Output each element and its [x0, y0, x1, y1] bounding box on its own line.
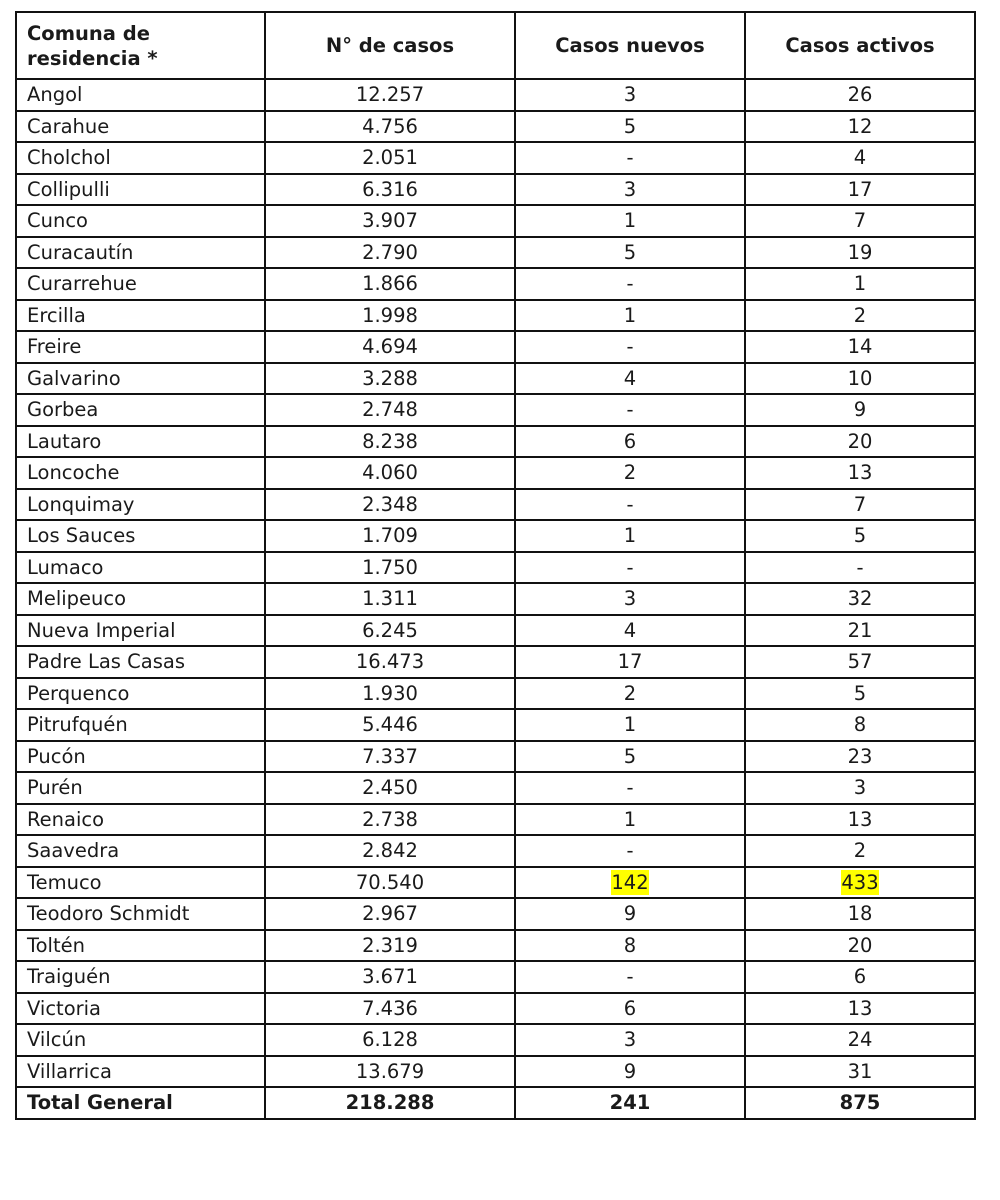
- total-nuevos: 241: [515, 1087, 745, 1119]
- cell-casos: 1.930: [265, 678, 515, 710]
- cell-activos: 4: [745, 142, 975, 174]
- table-row: [16, 583, 975, 615]
- total-label: Total General: [16, 1087, 265, 1119]
- cell-casos: 1.998: [265, 300, 515, 332]
- cell-comuna: Padre Las Casas: [16, 646, 265, 678]
- cell-nuevos: -: [515, 268, 745, 300]
- cell-casos: 2.738: [265, 804, 515, 836]
- cell-casos: 3.907: [265, 205, 515, 237]
- cell-nuevos: 4: [515, 363, 745, 395]
- cell-casos: 4.060: [265, 457, 515, 489]
- cell-casos: 1.311: [265, 583, 515, 615]
- table-header-row: [16, 12, 975, 79]
- cell-activos: 26: [745, 79, 975, 111]
- cell-activos: 5: [745, 678, 975, 710]
- cell-activos: 7: [745, 489, 975, 521]
- cell-casos: 2.790: [265, 237, 515, 269]
- table-row: [16, 174, 975, 206]
- total-activos: 875: [745, 1087, 975, 1119]
- table-row: [16, 205, 975, 237]
- cell-comuna: Carahue: [16, 111, 265, 143]
- cell-comuna: Toltén: [16, 930, 265, 962]
- cell-activos: 18: [745, 898, 975, 930]
- cell-comuna: Lautaro: [16, 426, 265, 458]
- cell-nuevos: 5: [515, 741, 745, 773]
- cell-casos: 4.756: [265, 111, 515, 143]
- table-row: [16, 363, 975, 395]
- cell-activos: 2: [745, 300, 975, 332]
- cell-casos: 3.671: [265, 961, 515, 993]
- cases-by-commune-table: [15, 11, 976, 1120]
- cell-nuevos: [515, 867, 745, 899]
- cell-activos: 31: [745, 1056, 975, 1088]
- table-row: [16, 237, 975, 269]
- table-row: [16, 678, 975, 710]
- table-row: [16, 331, 975, 363]
- cell-nuevos: -: [515, 961, 745, 993]
- cell-comuna: Curacautín: [16, 237, 265, 269]
- cell-casos: 2.842: [265, 835, 515, 867]
- cell-casos: 7.436: [265, 993, 515, 1025]
- table-row: [16, 646, 975, 678]
- total-row: [16, 1087, 975, 1119]
- cell-nuevos: 17: [515, 646, 745, 678]
- cell-comuna: Gorbea: [16, 394, 265, 426]
- header-nuevos: Casos nuevos: [515, 12, 745, 79]
- cell-activos: 2: [745, 835, 975, 867]
- table-row: [16, 552, 975, 584]
- cell-comuna: Angol: [16, 79, 265, 111]
- cell-nuevos: 3: [515, 174, 745, 206]
- header-comuna: Comuna de residencia *: [16, 12, 265, 79]
- cell-casos: 3.288: [265, 363, 515, 395]
- cell-activos: 5: [745, 520, 975, 552]
- cell-nuevos: -: [515, 772, 745, 804]
- cell-activos: 12: [745, 111, 975, 143]
- cell-nuevos: 9: [515, 898, 745, 930]
- table-row: [16, 930, 975, 962]
- cell-activos: 32: [745, 583, 975, 615]
- header-casos: N° de casos: [265, 12, 515, 79]
- cell-comuna: Los Sauces: [16, 520, 265, 552]
- cell-activos: 9: [745, 394, 975, 426]
- cell-comuna: Cholchol: [16, 142, 265, 174]
- cell-casos: 16.473: [265, 646, 515, 678]
- cell-nuevos: 1: [515, 804, 745, 836]
- cell-comuna: Loncoche: [16, 457, 265, 489]
- cell-comuna: Victoria: [16, 993, 265, 1025]
- cell-activos: 24: [745, 1024, 975, 1056]
- cell-casos: 2.748: [265, 394, 515, 426]
- cell-nuevos: -: [515, 331, 745, 363]
- cell-activos: 13: [745, 804, 975, 836]
- cell-comuna: Traiguén: [16, 961, 265, 993]
- cell-activos: -: [745, 552, 975, 584]
- cell-nuevos: 9: [515, 1056, 745, 1088]
- cell-nuevos: 5: [515, 237, 745, 269]
- cell-casos: 1.866: [265, 268, 515, 300]
- cell-nuevos: -: [515, 835, 745, 867]
- cell-activos: 19: [745, 237, 975, 269]
- cell-casos: 6.128: [265, 1024, 515, 1056]
- cell-nuevos: -: [515, 552, 745, 584]
- cell-casos: 2.450: [265, 772, 515, 804]
- table-row: [16, 111, 975, 143]
- cell-comuna: Vilcún: [16, 1024, 265, 1056]
- highlighted-value: 142: [611, 870, 649, 894]
- cases-table-container: [15, 11, 976, 1120]
- table-row: [16, 993, 975, 1025]
- table-row: [16, 709, 975, 741]
- cell-nuevos: 2: [515, 457, 745, 489]
- cell-casos: 2.051: [265, 142, 515, 174]
- cell-comuna: Pucón: [16, 741, 265, 773]
- cell-nuevos: -: [515, 142, 745, 174]
- cell-comuna: Teodoro Schmidt: [16, 898, 265, 930]
- cell-comuna: Saavedra: [16, 835, 265, 867]
- cell-nuevos: 3: [515, 79, 745, 111]
- cell-comuna: Purén: [16, 772, 265, 804]
- table-row: [16, 772, 975, 804]
- total-casos: 218.288: [265, 1087, 515, 1119]
- table-row: [16, 741, 975, 773]
- cell-activos: 13: [745, 457, 975, 489]
- cell-comuna: Lumaco: [16, 552, 265, 584]
- cell-activos: 20: [745, 930, 975, 962]
- cell-comuna: Nueva Imperial: [16, 615, 265, 647]
- cell-nuevos: 1: [515, 205, 745, 237]
- table-row: [16, 142, 975, 174]
- cell-casos: 4.694: [265, 331, 515, 363]
- cell-comuna: Lonquimay: [16, 489, 265, 521]
- header-activos: Casos activos: [745, 12, 975, 79]
- cell-activos: 1: [745, 268, 975, 300]
- cell-nuevos: -: [515, 394, 745, 426]
- table-row: [16, 1024, 975, 1056]
- cell-casos: 7.337: [265, 741, 515, 773]
- cell-comuna: Melipeuco: [16, 583, 265, 615]
- cell-casos: 5.446: [265, 709, 515, 741]
- cell-casos: 2.348: [265, 489, 515, 521]
- table-row: [16, 961, 975, 993]
- cell-comuna: Temuco: [16, 867, 265, 899]
- cell-activos: 23: [745, 741, 975, 773]
- cell-casos: 70.540: [265, 867, 515, 899]
- cell-nuevos: 1: [515, 520, 745, 552]
- cell-nuevos: 1: [515, 300, 745, 332]
- cell-comuna: Cunco: [16, 205, 265, 237]
- cell-comuna: Curarrehue: [16, 268, 265, 300]
- cell-comuna: Pitrufquén: [16, 709, 265, 741]
- cell-casos: 13.679: [265, 1056, 515, 1088]
- cell-activos: 8: [745, 709, 975, 741]
- table-row: [16, 426, 975, 458]
- table-row: [16, 268, 975, 300]
- table-row: [16, 867, 975, 899]
- cell-activos: 17: [745, 174, 975, 206]
- table-row: [16, 615, 975, 647]
- table-row: [16, 489, 975, 521]
- cell-comuna: Renaico: [16, 804, 265, 836]
- cell-activos: 21: [745, 615, 975, 647]
- cell-casos: 8.238: [265, 426, 515, 458]
- cell-nuevos: 8: [515, 930, 745, 962]
- table-row: [16, 1056, 975, 1088]
- table-row: [16, 457, 975, 489]
- cell-nuevos: -: [515, 489, 745, 521]
- cell-nuevos: 3: [515, 1024, 745, 1056]
- cell-casos: 1.709: [265, 520, 515, 552]
- cell-casos: 2.967: [265, 898, 515, 930]
- cell-activos: 3: [745, 772, 975, 804]
- table-row: [16, 394, 975, 426]
- cell-comuna: Galvarino: [16, 363, 265, 395]
- cell-comuna: Perquenco: [16, 678, 265, 710]
- cell-nuevos: 6: [515, 426, 745, 458]
- cell-activos: 57: [745, 646, 975, 678]
- cell-activos: 7: [745, 205, 975, 237]
- table-row: [16, 835, 975, 867]
- cell-nuevos: 4: [515, 615, 745, 647]
- cell-nuevos: 5: [515, 111, 745, 143]
- cell-nuevos: 1: [515, 709, 745, 741]
- cell-activos: 6: [745, 961, 975, 993]
- cell-casos: 12.257: [265, 79, 515, 111]
- cell-comuna: Ercilla: [16, 300, 265, 332]
- cell-comuna: Freire: [16, 331, 265, 363]
- cell-casos: 6.245: [265, 615, 515, 647]
- table-row: [16, 520, 975, 552]
- cell-nuevos: 2: [515, 678, 745, 710]
- table-row: [16, 804, 975, 836]
- table-row: [16, 300, 975, 332]
- cell-casos: 2.319: [265, 930, 515, 962]
- table-row: [16, 79, 975, 111]
- cell-activos: 10: [745, 363, 975, 395]
- cell-comuna: Villarrica: [16, 1056, 265, 1088]
- cell-comuna: Collipulli: [16, 174, 265, 206]
- cell-casos: 1.750: [265, 552, 515, 584]
- highlighted-value: 433: [841, 870, 879, 894]
- cell-nuevos: 6: [515, 993, 745, 1025]
- cell-nuevos: 3: [515, 583, 745, 615]
- cell-casos: 6.316: [265, 174, 515, 206]
- cell-activos: 20: [745, 426, 975, 458]
- table-body: [16, 79, 975, 1087]
- cell-activos: [745, 867, 975, 899]
- cell-activos: 13: [745, 993, 975, 1025]
- table-row: [16, 898, 975, 930]
- cell-activos: 14: [745, 331, 975, 363]
